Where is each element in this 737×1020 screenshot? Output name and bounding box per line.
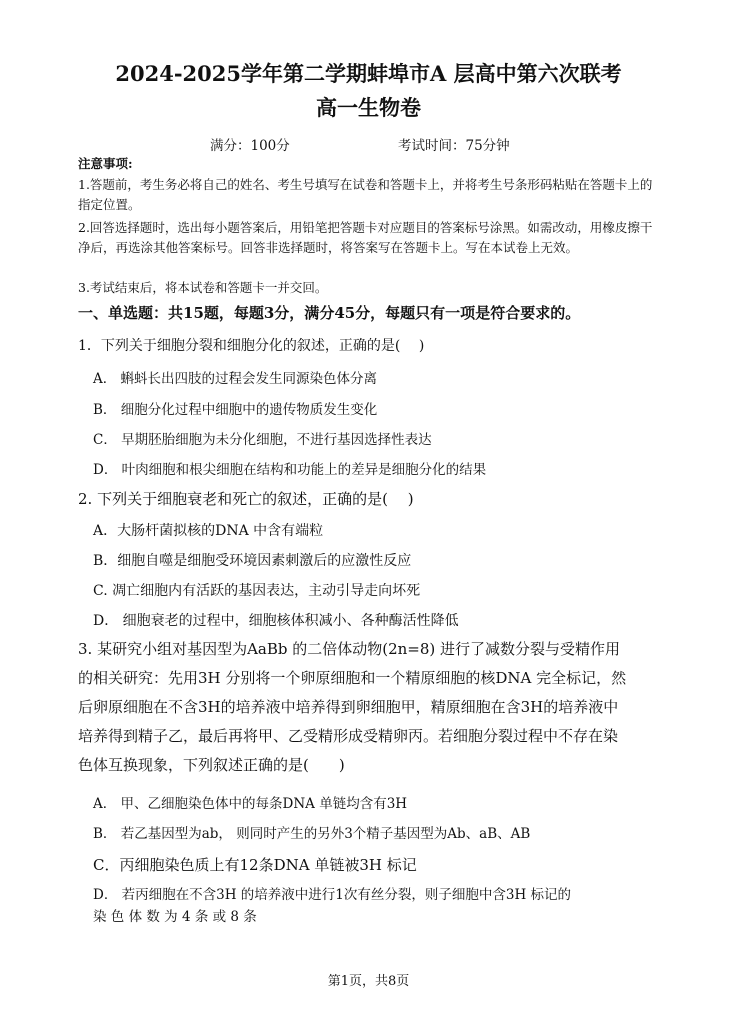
exam-title: 2024-2025学年第二学期蚌埠市A 层高中第六次联考 bbox=[115, 61, 622, 86]
question-3-stem-line: 的相关研究：先用3H 分别将一个卵原细胞和一个精原细胞的核DNA 完全标记，然 bbox=[78, 669, 627, 687]
question-2-option-a: A．大肠杆菌拟核的DNA 中含有端粒 bbox=[93, 523, 324, 539]
notice-item: 3.考试结束后，将本试卷和答题卡一并交回。 bbox=[78, 280, 328, 295]
question-3-stem-line: 3. 某研究小组对基因型为AaBb 的二倍体动物(2n=8) 进行了减数分裂与受精作用 bbox=[78, 640, 621, 658]
question-3-option-d-line: D． 若丙细胞在不含3H 的培养液中进行1次有丝分裂，则子细胞中含3H 标记的 bbox=[93, 887, 572, 903]
notice-item: 1.答题前，考生务必将自己的姓名、考生号填写在试卷和答题卡上，并将考生号条形码粘贴在答题卡上的指定位置。 bbox=[78, 177, 653, 212]
page-number: 第1页，共8页 bbox=[327, 974, 410, 989]
full-score: 满分：100分 bbox=[210, 138, 290, 154]
question-2-option-d: D． 细胞衰老的过程中，细胞核体积减小、各种酶活性降低 bbox=[93, 613, 459, 629]
question-3-option-d bbox=[93, 884, 653, 928]
question-1-option-d: D． 叶肉细胞和根尖细胞在结构和功能上的差异是细胞分化的结果 bbox=[93, 462, 487, 478]
question-1-option-a: A． 蝌蚪长出四肢的过程会发生同源染色体分离 bbox=[93, 371, 378, 387]
question-3-option-b: B． 若乙基因型为ab， 则同时产生的另外3个精子基因型为Ab、aB、AB bbox=[93, 826, 531, 842]
section-heading: 一、单选题：共15题，每题3分，满分45分，每题只有一项是符合要求的。 bbox=[78, 304, 581, 322]
question-3-stem-line: 后卵原细胞在不含3H的培养液中培养得到卵细胞甲，精原细胞在含3H的培养液中 bbox=[78, 698, 619, 716]
question-2-option-b: B．细胞自噬是细胞受环境因素刺激后的应激性反应 bbox=[93, 553, 412, 569]
notice-heading: 注意事项: bbox=[78, 156, 133, 171]
question-1-stem: 1．下列关于细胞分裂和细胞分化的叙述，正确的是( ) bbox=[78, 338, 425, 354]
question-3-option-d-line: 染 色 体 数 为 4 条 或 8 条 bbox=[93, 909, 257, 925]
question-3-option-a: A． 甲、乙细胞染色体中的每条DNA 单链均含有3H bbox=[93, 796, 408, 812]
question-1-option-b: B． 细胞分化过程中细胞中的遗传物质发生变化 bbox=[93, 402, 378, 418]
question-3-stem-line: 培养得到精子乙，最后再将甲、乙受精形成受精卵丙。若细胞分裂过程中不存在染 bbox=[78, 727, 619, 745]
question-3-option-c: C．丙细胞染色质上有12条DNA 单链被3H 标记 bbox=[93, 856, 417, 874]
question-2-stem: 2. 下列关于细胞衰老和死亡的叙述，正确的是( ) bbox=[78, 490, 414, 508]
exam-subtitle: 高一生物卷 bbox=[316, 95, 421, 120]
notice-item: 2.回答选择题时，选出每小题答案后，用铅笔把答题卡对应题目的答案标号涂黑。如需改动，用橡皮擦干净后，再选涂其他答案标号。回答非选择题时，将答案写在答题卡上。写在本试卷上无效。 bbox=[78, 220, 653, 255]
question-1-option-c: C． 早期胚胎细胞为未分化细胞，不进行基因选择性表达 bbox=[93, 432, 432, 448]
question-3-stem bbox=[78, 635, 666, 780]
exam-time: 考试时间：75分钟 bbox=[398, 138, 510, 154]
question-2-option-c: C. 凋亡细胞内有活跃的基因表达，主动引导走向坏死 bbox=[93, 583, 421, 599]
question-3-stem-line: 色体互换现象，下列叙述正确的是( ) bbox=[78, 756, 345, 774]
